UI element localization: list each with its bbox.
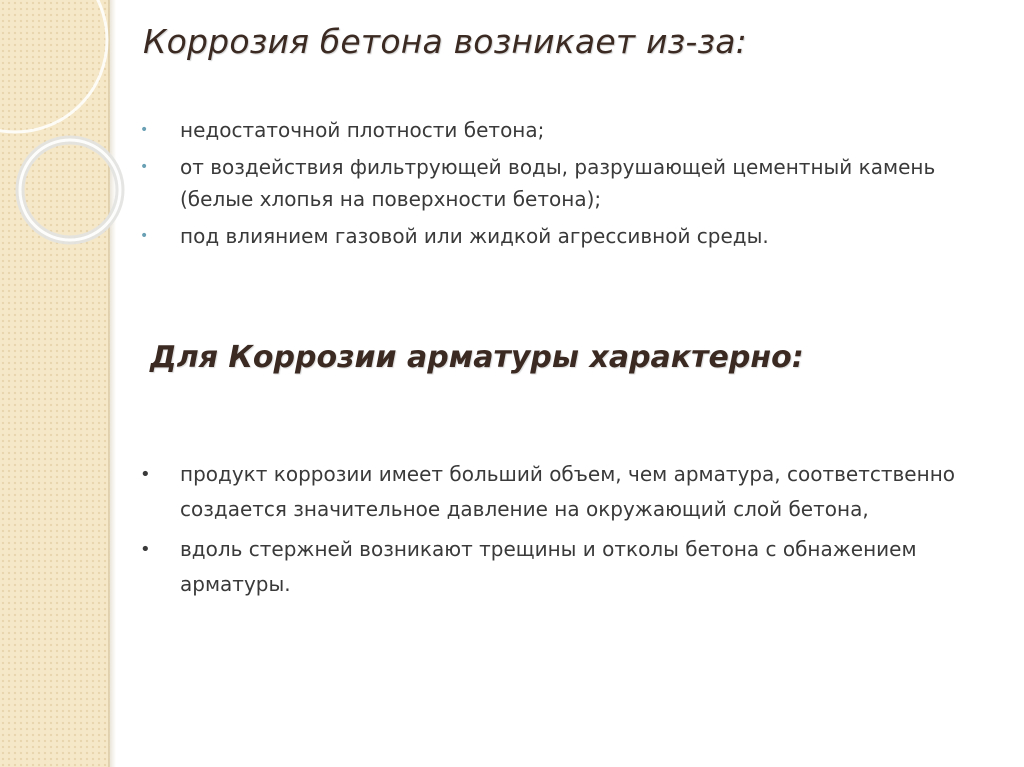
bullet-icon: • [140, 464, 151, 485]
cause-text: недостаточной плотности бетона; [180, 118, 545, 142]
bullet-icon: • [140, 539, 151, 560]
decorative-circles-graphic [0, 0, 140, 300]
bullet-icon: • [140, 122, 149, 138]
section-subtitle: Для Коррозии арматуры характерно: [150, 340, 804, 375]
list-item [140, 457, 1000, 527]
cause-text: под влиянием газовой или жидкой агрессивной среды. [180, 224, 769, 248]
features-list [140, 457, 1000, 607]
feature-text: продукт коррозии имеет больший объем, чем арматура, соответственно создается значительное давление на окружающий слой бетона, [180, 462, 955, 521]
list-item [140, 114, 1000, 146]
feature-text: вдоль стержней возникают трещины и отколы бетона с обнажением арматуры. [180, 537, 917, 596]
list-item [140, 532, 1000, 602]
causes-list [140, 114, 1000, 257]
list-item [140, 151, 1000, 215]
bullet-icon: • [140, 228, 149, 244]
list-item [140, 220, 1000, 252]
slide-title: Коррозия бетона возникает из-за: [143, 22, 747, 61]
bullet-icon: • [140, 159, 149, 175]
cause-text: от воздействия фильтрующей воды, разрушающей цементный камень (белые хлопья на поверхности бетона); [180, 155, 936, 211]
